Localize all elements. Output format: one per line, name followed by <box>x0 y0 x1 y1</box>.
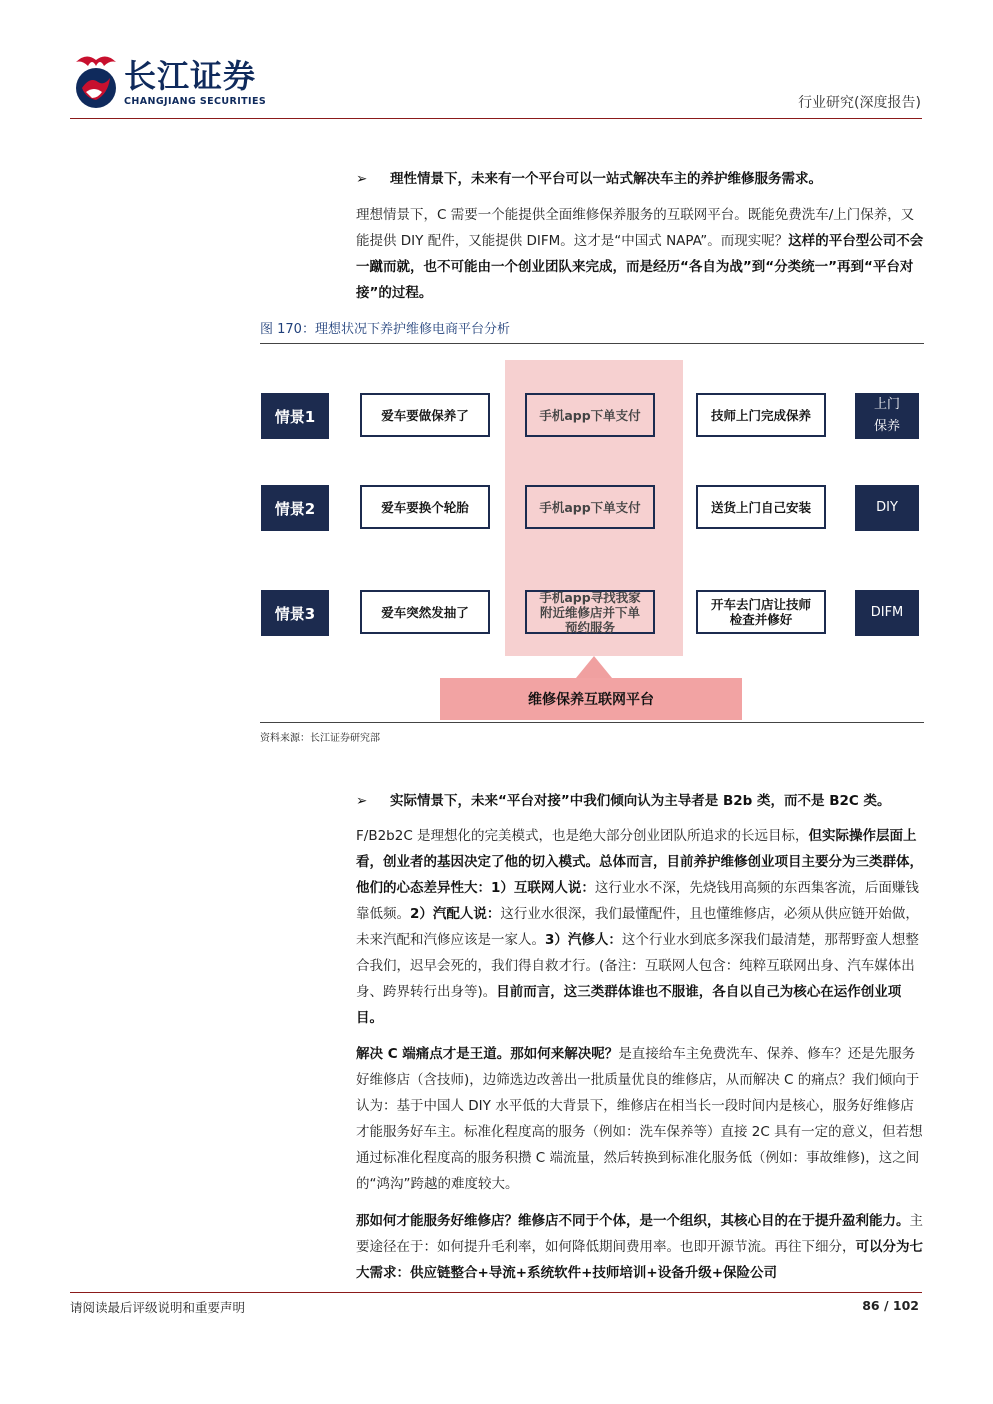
arrow-bullet-icon: ➢ <box>356 793 368 809</box>
paragraph-ideal <box>356 202 924 306</box>
service-box: 送货上门自己安装 <box>696 485 826 529</box>
text-segment: 这个行业水到底多深我们最清楚，那帮野蛮人想整合我们，迟早会死的，我们得自救才行。(备注：互联网人包含：纯粹互联网出身、汽车媒体出身、跨界转行出身等)。 <box>356 932 919 1000</box>
mode-label: DIY <box>855 485 919 531</box>
action-box: 手机app寻找我家附近维修店并下单预约服务 <box>525 590 655 634</box>
text-segment-bold: 目前而言，这三类群体谁也不服谁，各自以自己为核心在运作创业项目。 <box>356 984 902 1026</box>
paragraph-serve-repair-shops <box>356 1208 924 1286</box>
text-segment-bold: 可以分为七大需求：供应链整合+导流+系统软件+技师培训+设备升级+保险公司 <box>356 1239 923 1281</box>
text-segment: F/B2b2C 是理想化的完美模式，也是绝大部分创业团队所追求的长远目标， <box>356 828 809 844</box>
page-number: 86 / 102 <box>862 1298 919 1313</box>
platform-bar: 维修保养互联网平台 <box>440 678 742 720</box>
paragraph-bold-text: 这样的平台型公司不会一蹴而就，也不可能由一个创业团队来完成，而是经历“各自为战”到“分类统一”再到“平台对接”的过程。 <box>356 233 924 301</box>
service-box: 开车去门店让技师检查并修好 <box>696 590 826 634</box>
bullet-actual-scenario <box>356 790 924 812</box>
text-segment: 是直接给车主免费洗车、保养、修车？还是先服务好维修店（含技师)，边筛选边改善出一批质量优良的维修店，从而解决 C 的痛点？我们倾向于认为：基于中国人 DIY 水平低的大背景下，维修店在相当长一段时间内是核心，服务好维修店才能服务好车主。标准化程度高的服务（例如：洗车保养等）直接 2C 具有一定的意义，但若想通过标准化程度高的服务积攒 C 端流量，然后转换到标准化服务低（例如：事故维修)，这之间的“鸿沟”跨越的难度较大。 <box>356 1046 923 1192</box>
figure-bottom-rule <box>260 722 924 723</box>
service-box: 技师上门完成保养 <box>696 393 826 437</box>
need-box: 爱车突然发抽了 <box>360 590 490 634</box>
report-type: 行业研究(深度报告) <box>798 95 921 111</box>
logo-chinese-name: 长江证券 <box>124 57 257 95</box>
text-segment-bold: 3）汽修人： <box>545 932 622 948</box>
figure-top-rule <box>260 343 924 344</box>
text-segment: 这行业水不深，先烧钱用高频的东西集客流，后面赚钱靠低频。 <box>356 880 919 922</box>
scene-label: 情景2 <box>261 485 329 531</box>
figure-caption: 图 170：理想状况下养护维修电商平台分析 <box>260 322 510 337</box>
action-box: 手机app下单支付 <box>525 393 655 437</box>
text-segment: 主要途径在于：如何提升毛利率，如何降低期间费用率。也即开源节流。再往下细分， <box>356 1213 923 1255</box>
action-box: 手机app下单支付 <box>525 485 655 529</box>
text-segment: 这行业水很深，我们最懂配件，且也懂维修店，必须从供应链开始做，未来汽配和汽修应该是一家人。 <box>356 906 919 948</box>
paragraph-three-groups <box>356 823 924 1031</box>
mode-label: 上门 保养 <box>855 393 919 439</box>
up-arrow-icon <box>576 656 612 678</box>
footer-divider <box>70 1292 922 1293</box>
arrow-bullet-icon: ➢ <box>356 171 368 187</box>
footer-disclaimer: 请阅读最后评级说明和重要声明 <box>70 1300 246 1315</box>
bullet-ideal-scenario <box>356 168 924 190</box>
mode-label: DIFM <box>855 590 919 636</box>
text-segment-bold: 2）汽配人说： <box>410 906 501 922</box>
text-segment-bold: 但实际操作层面上看，创业者的基因决定了他的切入模式。总体而言，目前养护维修创业项目主要分为三类群体，他们的心态差异性大：1）互联网人说： <box>356 828 923 896</box>
paragraph-normal-text: 理想情景下，C 需要一个能提供全面维修保养服务的互联网平台。既能免费洗车/上门保养，又能提供 DIY 配件，又能提供 DIFM。这才是“中国式 NAPA”。而现实呢？ <box>356 207 915 249</box>
text-segment-bold: 那如何才能服务好维修店？维修店不同于个体，是一个组织，其核心目的在于提升盈利能力。 <box>356 1213 910 1229</box>
header-divider <box>70 118 922 119</box>
scene-label: 情景1 <box>261 393 329 439</box>
text-segment-bold: 解决 C 端痛点才是王道。那如何来解决呢？ <box>356 1046 619 1062</box>
bullet-text: 理性情景下，未来有一个平台可以一站式解决车主的养护维修服务需求。 <box>390 171 822 187</box>
bullet-text: 实际情景下，未来“平台对接”中我们倾向认为主导者是 B2b 类，而不是 B2C 类。 <box>390 793 891 809</box>
company-logo-icon <box>70 52 122 112</box>
paragraph-c-pain-points <box>356 1041 924 1197</box>
need-box: 爱车要做保养了 <box>360 393 490 437</box>
logo-english-name: CHANGJIANG SECURITIES <box>124 96 267 107</box>
figure-source: 资料来源：长江证券研究部 <box>260 733 380 744</box>
scene-label: 情景3 <box>261 590 329 636</box>
need-box: 爱车要换个轮胎 <box>360 485 490 529</box>
